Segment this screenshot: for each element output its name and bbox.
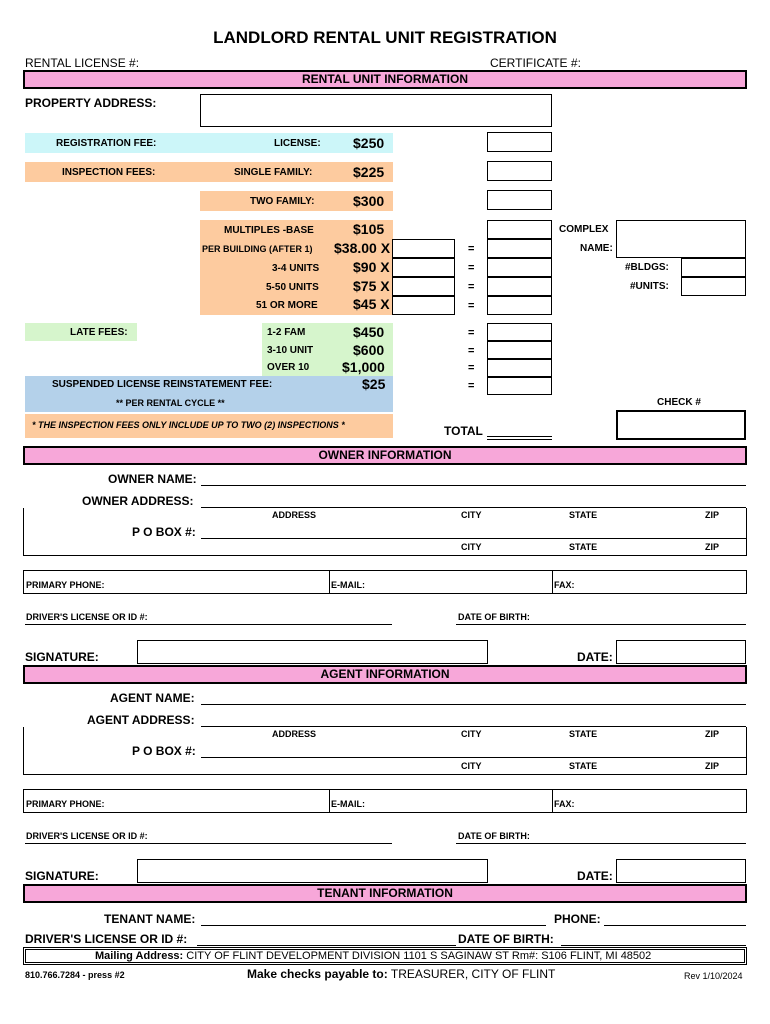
owner-zip-sublabel: ZIP bbox=[705, 510, 720, 520]
tenant-name-label: TENANT NAME: bbox=[104, 912, 196, 926]
tenant-section-title: TENANT INFORMATION bbox=[317, 886, 453, 900]
agent-signature-label: SIGNATURE: bbox=[25, 869, 99, 883]
total-field[interactable] bbox=[487, 436, 552, 440]
owner-state2-sublabel: STATE bbox=[569, 542, 598, 552]
per-building-price: $38.00 X bbox=[334, 240, 391, 256]
property-address-field[interactable] bbox=[200, 94, 552, 127]
units-5-50-amount-field[interactable] bbox=[487, 277, 552, 296]
units-3-4-label: 3-4 UNITS bbox=[272, 263, 320, 274]
owner-address-sublabel: ADDRESS bbox=[272, 510, 317, 520]
owner-city-sublabel: CITY bbox=[461, 510, 482, 520]
owner-po-box-field[interactable] bbox=[201, 538, 746, 539]
owner-section-title: OWNER INFORMATION bbox=[318, 448, 452, 462]
complex-name-label: NAME: bbox=[580, 243, 613, 254]
units-51-qty-field[interactable] bbox=[392, 296, 455, 315]
equals-sign: = bbox=[468, 262, 475, 274]
mailing-address bbox=[95, 950, 651, 962]
units-3-4-amount-field[interactable] bbox=[487, 258, 552, 277]
owner-dob-field[interactable] bbox=[456, 624, 746, 625]
agent-dob-label: DATE OF BIRTH: bbox=[458, 831, 530, 841]
agent-po-box-label: P O BOX #: bbox=[132, 744, 196, 758]
license-amount-field[interactable] bbox=[487, 132, 552, 152]
equals-sign: = bbox=[468, 362, 475, 374]
per-building-label: PER BUILDING (AFTER 1) bbox=[202, 244, 313, 254]
registration-fee-label: REGISTRATION FEE: bbox=[56, 138, 157, 149]
rental-license-label: RENTAL LICENSE #: bbox=[25, 56, 140, 70]
bldgs-label: #BLDGS: bbox=[625, 262, 669, 273]
two-family-price: $300 bbox=[353, 193, 385, 209]
tenant-phone-field[interactable] bbox=[604, 925, 746, 926]
certificate-label: CERTIFICATE #: bbox=[490, 56, 581, 70]
total-label: TOTAL bbox=[444, 424, 483, 438]
late-over10-label: OVER 10 bbox=[267, 362, 310, 373]
owner-dl-field[interactable] bbox=[25, 624, 392, 625]
owner-signature-label: SIGNATURE: bbox=[25, 650, 99, 664]
agent-state2-sublabel: STATE bbox=[569, 761, 598, 771]
license-price: $250 bbox=[353, 135, 385, 151]
payable-value: TREASURER, CITY OF FLINT bbox=[390, 967, 556, 981]
owner-name-field[interactable] bbox=[201, 485, 746, 486]
agent-signature-field[interactable] bbox=[137, 859, 488, 883]
owner-contact-row bbox=[23, 570, 747, 594]
two-family-amount-field[interactable] bbox=[487, 190, 552, 210]
owner-state-sublabel: STATE bbox=[569, 510, 598, 520]
late-over10-amount-field[interactable] bbox=[487, 359, 552, 377]
agent-dl-field[interactable] bbox=[25, 843, 392, 844]
agent-city2-sublabel: CITY bbox=[461, 761, 482, 771]
agent-name-field[interactable] bbox=[201, 704, 746, 705]
owner-dob-label: DATE OF BIRTH: bbox=[458, 612, 530, 622]
suspended-amount-field[interactable] bbox=[487, 377, 552, 395]
payable-label: Make checks payable to: bbox=[247, 967, 388, 981]
owner-zip2-sublabel: ZIP bbox=[705, 542, 720, 552]
per-building-amount-field[interactable] bbox=[487, 239, 552, 258]
tenant-name-field[interactable] bbox=[201, 925, 546, 926]
payable-line bbox=[247, 967, 555, 981]
equals-sign: = bbox=[468, 327, 475, 339]
agent-zip-sublabel: ZIP bbox=[705, 729, 720, 739]
owner-email-label: E-MAIL: bbox=[331, 580, 365, 590]
multiples-base-amount-field[interactable] bbox=[487, 220, 552, 239]
agent-date-field[interactable] bbox=[616, 859, 746, 883]
owner-name-label: OWNER NAME: bbox=[108, 472, 197, 486]
tenant-section-bar bbox=[23, 884, 747, 903]
owner-address-label: OWNER ADDRESS: bbox=[82, 494, 194, 508]
owner-city2-sublabel: CITY bbox=[461, 542, 482, 552]
units-3-4-qty-field[interactable] bbox=[392, 258, 455, 277]
multiples-base-price: $105 bbox=[353, 221, 385, 237]
agent-address-label: AGENT ADDRESS: bbox=[87, 713, 195, 727]
suspended-price: $25 bbox=[362, 376, 386, 392]
equals-sign: = bbox=[468, 380, 475, 392]
check-number-field[interactable] bbox=[616, 410, 746, 440]
equals-sign: = bbox=[468, 345, 475, 357]
two-family-label: TWO FAMILY: bbox=[250, 196, 315, 207]
owner-section-bar bbox=[23, 446, 747, 465]
tenant-dob-label: DATE OF BIRTH: bbox=[458, 932, 554, 946]
late-1-2-label: 1-2 FAM bbox=[267, 327, 306, 338]
inspection-fees-label: INSPECTION FEES: bbox=[62, 167, 156, 178]
units-5-50-label: 5-50 UNITS bbox=[266, 282, 319, 293]
suspended-label: SUSPENDED LICENSE REINSTATEMENT FEE: bbox=[52, 379, 273, 390]
agent-dl-label: DRIVER'S LICENSE OR ID #: bbox=[26, 831, 148, 841]
units-5-50-price: $75 X bbox=[353, 278, 390, 294]
late-3-10-price: $600 bbox=[353, 342, 385, 358]
units-5-50-qty-field[interactable] bbox=[392, 277, 455, 296]
multiples-base-label: MULTIPLES -BASE bbox=[224, 225, 314, 236]
rental-unit-section-title: RENTAL UNIT INFORMATION bbox=[302, 72, 468, 86]
late-3-10-label: 3-10 UNIT bbox=[267, 345, 314, 356]
agent-po-box-field[interactable] bbox=[201, 757, 746, 758]
units-51-price: $45 X bbox=[353, 296, 390, 312]
owner-po-box-label: P O BOX #: bbox=[132, 525, 196, 539]
mailing-label: Mailing Address: bbox=[95, 950, 184, 962]
complex-name-field[interactable] bbox=[616, 220, 746, 258]
late-3-10-amount-field[interactable] bbox=[487, 341, 552, 359]
owner-date-field[interactable] bbox=[616, 640, 746, 664]
owner-signature-field[interactable] bbox=[137, 640, 488, 664]
license-label: LICENSE: bbox=[274, 138, 321, 149]
per-building-qty-field[interactable] bbox=[392, 239, 455, 258]
revision-date: Rev 1/10/2024 bbox=[684, 971, 743, 981]
form-title: LANDLORD RENTAL UNIT REGISTRATION bbox=[213, 28, 557, 47]
late-1-2-amount-field[interactable] bbox=[487, 323, 552, 341]
agent-zip2-sublabel: ZIP bbox=[705, 761, 720, 771]
owner-dl-label: DRIVER'S LICENSE OR ID #: bbox=[26, 612, 148, 622]
owner-phone-label: PRIMARY PHONE: bbox=[26, 580, 105, 590]
units-field[interactable] bbox=[681, 277, 746, 296]
equals-sign: = bbox=[468, 281, 475, 293]
check-label: CHECK # bbox=[657, 397, 701, 408]
footer-phone: 810.766.7284 - press #2 bbox=[25, 970, 125, 980]
tenant-phone-label: PHONE: bbox=[554, 912, 601, 926]
agent-date-label: DATE: bbox=[577, 869, 613, 883]
units-51-amount-field[interactable] bbox=[487, 296, 552, 315]
agent-email-label: E-MAIL: bbox=[331, 799, 365, 809]
inspection-note: * THE INSPECTION FEES ONLY INCLUDE UP TO TWO (2) INSPECTIONS * bbox=[32, 420, 345, 430]
tenant-dob-field[interactable] bbox=[561, 945, 746, 946]
agent-dob-field[interactable] bbox=[456, 843, 746, 844]
agent-section-bar bbox=[23, 665, 747, 684]
agent-fax-label: FAX: bbox=[554, 799, 575, 809]
complex-label: COMPLEX bbox=[559, 224, 609, 235]
agent-phone-label: PRIMARY PHONE: bbox=[26, 799, 105, 809]
tenant-dl-label: DRIVER'S LICENSE OR ID #: bbox=[25, 932, 188, 946]
divider bbox=[552, 789, 553, 813]
rental-unit-section-bar bbox=[23, 70, 747, 89]
agent-state-sublabel: STATE bbox=[569, 729, 598, 739]
agent-name-label: AGENT NAME: bbox=[110, 691, 195, 705]
owner-date-label: DATE: bbox=[577, 650, 613, 664]
per-cycle-note: ** PER RENTAL CYCLE ** bbox=[116, 398, 225, 408]
units-label: #UNITS: bbox=[630, 281, 669, 292]
agent-section-title: AGENT INFORMATION bbox=[320, 667, 450, 681]
single-family-amount-field[interactable] bbox=[487, 161, 552, 181]
late-over10-price: $1,000 bbox=[342, 359, 385, 375]
property-address-label: PROPERTY ADDRESS: bbox=[25, 96, 157, 110]
owner-fax-label: FAX: bbox=[554, 580, 575, 590]
single-family-label: SINGLE FAMILY: bbox=[234, 167, 313, 178]
mailing-value: CITY OF FLINT DEVELOPMENT DIVISION 1101 S SAGINAW ST Rm#: S106 FLINT, MI 48502 bbox=[186, 950, 652, 962]
equals-sign: = bbox=[468, 243, 475, 255]
units-3-4-price: $90 X bbox=[353, 259, 390, 275]
single-family-price: $225 bbox=[353, 164, 385, 180]
tenant-dl-field[interactable] bbox=[197, 945, 456, 946]
units-51-label: 51 OR MORE bbox=[256, 300, 318, 311]
equals-sign: = bbox=[468, 300, 475, 312]
bldgs-field[interactable] bbox=[681, 258, 746, 277]
divider bbox=[329, 570, 330, 594]
agent-city-sublabel: CITY bbox=[461, 729, 482, 739]
agent-contact-row bbox=[23, 789, 747, 813]
late-fees-label: LATE FEES: bbox=[70, 327, 128, 338]
divider bbox=[552, 570, 553, 594]
divider bbox=[329, 789, 330, 813]
late-1-2-price: $450 bbox=[353, 324, 385, 340]
agent-address-sublabel: ADDRESS bbox=[272, 729, 317, 739]
